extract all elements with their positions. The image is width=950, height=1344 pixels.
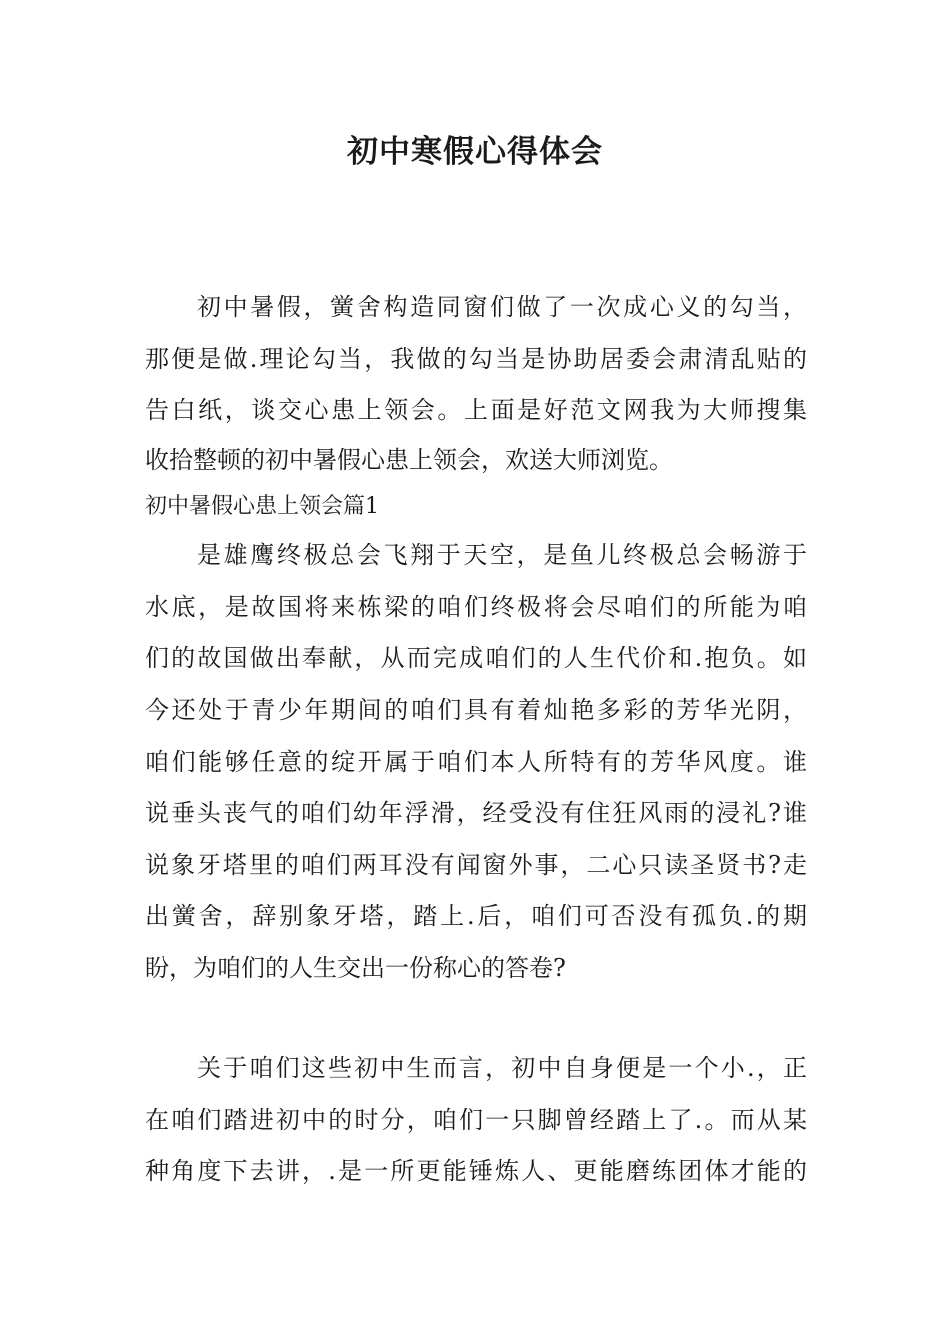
intro-line-1: 初中暑假，黉舍构造同窗们做了一次成心义的勾当， [197,293,807,321]
section1-line-2: 水底，是故国将来栋梁的咱们终极将会尽咱们的所能为咱 [145,593,807,621]
section-heading: 初中暑假心患上领会篇1 [145,494,379,519]
section1-line-4: 今还处于青少年期间的咱们具有着灿艳多彩的芳华光阴， [145,696,807,724]
section1-line-9: 盼，为咱们的人生交出一份称心的答卷? [145,954,566,982]
section1-line-1: 是雄鹰终极总会飞翔于天空，是鱼儿终极总会畅游于 [197,541,807,569]
intro-line-3: 告白纸，谈交心患上领会。上面是好范文网我为大师搜集 [145,396,807,424]
intro-line-2: 那便是做.理论勾当，我做的勾当是协助居委会肃清乱贴的 [145,345,807,373]
document-title: 初中寒假心得体会 [347,134,603,170]
section1-line-3: 们的故国做出奉献，从而完成咱们的人生代价和.抱负。如 [145,644,807,672]
section1-line-7: 说象牙塔里的咱们两耳没有闻窗外事，二心只读圣贤书?走 [145,851,807,879]
section1-line-6: 说垂头丧气的咱们幼年浮滑，经受没有住狂风雨的浸礼?谁 [145,799,807,827]
section1-line-8: 出黉舍，辞别象牙塔，踏上.后，咱们可否没有孤负.的期 [145,902,807,930]
section2-line-3: 种角度下去讲，.是一所更能锤炼人、更能磨练团体才能的 [145,1157,807,1185]
section2-line-1: 关于咱们这些初中生而言，初中自身便是一个小.，正 [197,1054,807,1082]
section2-line-2: 在咱们踏进初中的时分，咱们一只脚曾经踏上了.。而从某 [145,1106,807,1134]
section1-line-5: 咱们能够任意的绽开属于咱们本人所特有的芳华风度。谁 [145,748,807,776]
intro-line-4: 收拾整顿的初中暑假心患上领会，欢送大师浏览。 [145,446,673,474]
